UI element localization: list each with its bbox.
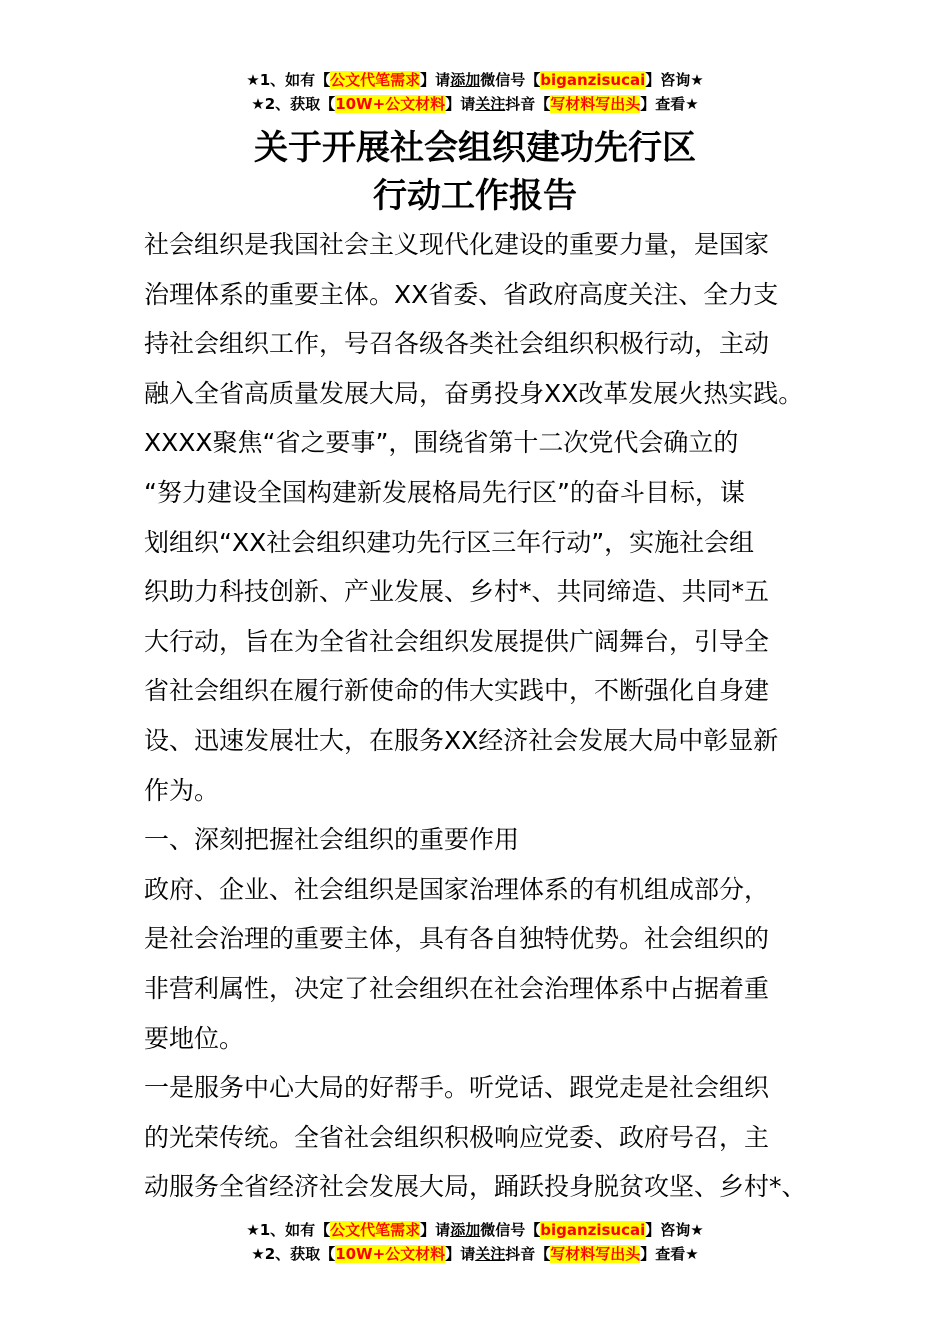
body-line: 是社会治理的重要主体，具有各自独特优势。社会组织的 — [144, 924, 770, 954]
promo-highlight: biganzisucai — [540, 71, 646, 89]
body-line: 持社会组织工作，号召各级各类社会组织积极行动，主动 — [144, 329, 770, 359]
promo-text: ★2、获取【 — [251, 95, 336, 113]
document-title-line-1: 关于开展社会组织建功先行区 — [254, 128, 696, 168]
promo-highlight: 公文代笔需求 — [330, 1221, 421, 1239]
promo-text: 】查看★ — [640, 1245, 699, 1263]
promo-underline: 关注 — [475, 95, 506, 113]
body-line: 非营利属性，决定了社会组织在社会治理体系中占据着重 — [144, 973, 770, 1003]
body-line: 要地位。 — [144, 1023, 245, 1053]
promo-highlight: 写材料写出头 — [550, 1245, 641, 1263]
promo-text: 】请 — [420, 71, 451, 89]
body-line: 社会组织是我国社会主义现代化建设的重要力量，是国家 — [144, 230, 770, 259]
body-line: “努力建设全国构建新发展格局先行区”的奋斗目标，谋 — [144, 477, 745, 507]
document-body — [144, 220, 816, 1212]
promo-highlight: 10W+公文材料 — [335, 1245, 446, 1263]
promo-underline: 添加 — [450, 71, 481, 89]
document-title-line-2: 行动工作报告 — [373, 176, 577, 216]
body-line: 织助力科技创新、产业发展、乡村*、共同缔造、共同*五 — [144, 577, 770, 607]
promo-text: 微信号【 — [480, 1221, 541, 1239]
promo-line-2 — [0, 92, 950, 116]
promo-text: 抖音【 — [505, 95, 551, 113]
promo-text: 】请 — [445, 1245, 476, 1263]
promo-highlight: 公文代笔需求 — [330, 71, 421, 89]
body-line: 划组织“XX社会组织建功先行区三年行动”，实施社会组 — [144, 527, 755, 557]
promo-line-1 — [0, 1218, 950, 1242]
promo-underline: 关注 — [475, 1245, 506, 1263]
body-line: 大行动，旨在为全省社会组织发展提供广阔舞台，引导全 — [144, 626, 770, 656]
promo-line-2 — [0, 1242, 950, 1266]
body-line: 设、迅速发展壮大，在服务XX经济社会发展大局中彰显新 — [144, 725, 779, 755]
promo-text: 】咨询★ — [645, 71, 704, 89]
promo-text: ★1、如有【 — [246, 1221, 331, 1239]
body-line: 的光荣传统。全省社会组织积极响应党委、政府号召，主 — [144, 1122, 770, 1152]
body-line: XXXX聚焦“省之要事”，围绕省第十二次党代会确立的 — [144, 428, 739, 458]
body-line: 省社会组织在履行新使命的伟大实践中，不断强化自身建 — [144, 676, 770, 706]
promo-text: 】请 — [420, 1221, 451, 1239]
body-line: 政府、企业、社会组织是国家治理体系的有机组成部分， — [144, 874, 770, 904]
top-promo-banner — [0, 68, 950, 116]
bottom-promo-banner — [0, 1218, 950, 1266]
promo-text: 微信号【 — [480, 71, 541, 89]
promo-text: 抖音【 — [505, 1245, 551, 1263]
section-heading: 一、深刻把握社会组织的重要作用 — [144, 825, 520, 855]
body-line: 一是服务中心大局的好帮手。听党话、跟党走是社会组织 — [144, 1073, 770, 1103]
promo-text: ★1、如有【 — [246, 71, 331, 89]
promo-text: 】查看★ — [640, 95, 699, 113]
promo-text: 】请 — [445, 95, 476, 113]
body-line: 治理体系的重要主体。XX省委、省政府高度关注、全力支 — [144, 279, 779, 309]
body-line: 融入全省高质量发展大局，奋勇投身XX改革发展火热实践。 — [144, 378, 804, 408]
promo-highlight: 10W+公文材料 — [335, 95, 446, 113]
promo-line-1 — [0, 68, 950, 92]
promo-highlight: 写材料写出头 — [550, 95, 641, 113]
promo-text: 】咨询★ — [645, 1221, 704, 1239]
promo-highlight: biganzisucai — [540, 1221, 646, 1239]
promo-text: ★2、获取【 — [251, 1245, 336, 1263]
promo-underline: 添加 — [450, 1221, 481, 1239]
body-line: 作为。 — [144, 775, 220, 805]
body-line: 动服务全省经济社会发展大局，踊跃投身脱贫攻坚、乡村*、 — [144, 1172, 807, 1202]
